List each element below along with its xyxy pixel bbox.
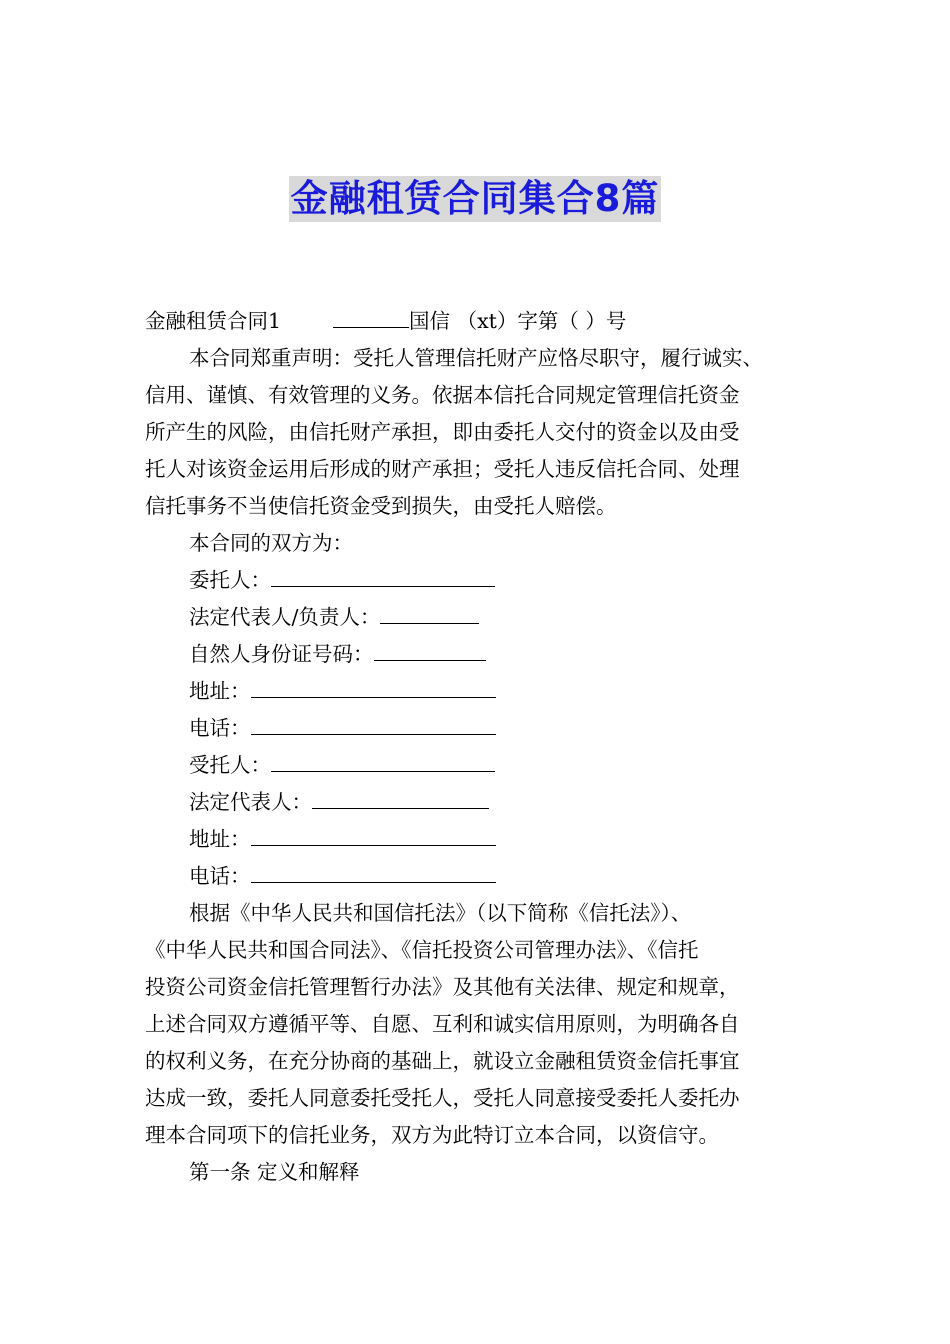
field-blank [312, 786, 489, 809]
field-label: 电话： [189, 864, 251, 888]
contract-name: 金融租赁合同1 [145, 309, 282, 333]
basis-paragraph [145, 895, 810, 1154]
field-trustee-phone [145, 858, 810, 895]
field-label: 地址： [189, 679, 251, 703]
document-body [145, 303, 810, 1191]
contract-number-suffix: 国信 （xt）字第（ ）号 [409, 309, 627, 333]
title-container [0, 176, 950, 222]
field-label: 委托人： [189, 568, 271, 592]
field-id-number [145, 636, 810, 673]
field-trustee-address [145, 821, 810, 858]
basis-line: 《中华人民共和国合同法》、《信托投资公司管理办法》、《信托 [145, 938, 699, 962]
field-label: 电话： [189, 716, 251, 740]
field-blank [251, 823, 496, 846]
declaration-line: 本合同郑重声明：受托人管理信托财产应恪尽职守，履行诚实、 [189, 346, 763, 370]
basis-line: 根据《中华人民共和国信托法》（以下简称《信托法》）、 [189, 901, 692, 925]
field-blank [251, 712, 496, 735]
declaration-line: 托人对该资金运用后形成的财产承担；受托人违反信托合同、处理 [145, 457, 740, 481]
contract-number-line [145, 303, 810, 340]
field-trustee-legal-representative [145, 784, 810, 821]
field-label: 法定代表人/负责人： [189, 605, 381, 629]
field-blank [271, 564, 495, 587]
document-title: 金融租赁合同集合8篇 [290, 177, 660, 220]
basis-line: 投资公司资金信托管理暂行办法》及其他有关法律、规定和规章， [145, 975, 740, 999]
field-blank [271, 749, 495, 772]
field-label: 法定代表人： [189, 790, 312, 814]
field-label: 自然人身份证号码： [189, 642, 374, 666]
party-fields [145, 562, 810, 895]
field-trustee [145, 747, 810, 784]
article-heading: 第一条 定义和解释 [189, 1160, 360, 1184]
field-legal-representative [145, 599, 810, 636]
field-label: 受托人： [189, 753, 271, 777]
basis-line: 上述合同双方遵循平等、自愿、互利和诚实信用原则，为明确各自 [145, 1012, 740, 1036]
field-label: 地址： [189, 827, 251, 851]
field-blank [251, 675, 496, 698]
field-blank [251, 860, 496, 883]
field-principal [145, 562, 810, 599]
field-address [145, 673, 810, 710]
parties-intro: 本合同的双方为： [189, 531, 353, 555]
field-phone [145, 710, 810, 747]
basis-line: 的权利义务，在充分协商的基础上，就设立金融租赁资金信托事宜 [145, 1049, 740, 1073]
declaration-line: 信托事务不当使信托资金受到损失，由受托人赔偿。 [145, 494, 617, 518]
declaration-line: 信用、谨慎、有效管理的义务。依据本信托合同规定管理信托资金 [145, 383, 740, 407]
field-blank [374, 638, 486, 661]
field-blank [380, 601, 479, 624]
basis-line: 理本合同项下的信托业务，双方为此特订立本合同，以资信守。 [145, 1123, 719, 1147]
basis-line: 达成一致，委托人同意委托受托人，受托人同意接受委托人委托办 [145, 1086, 740, 1110]
contract-number-blank [333, 305, 409, 328]
declaration-line: 所产生的风险，由信托财产承担，即由委托人交付的资金以及由受 [145, 420, 740, 444]
declaration-paragraph [145, 340, 810, 525]
